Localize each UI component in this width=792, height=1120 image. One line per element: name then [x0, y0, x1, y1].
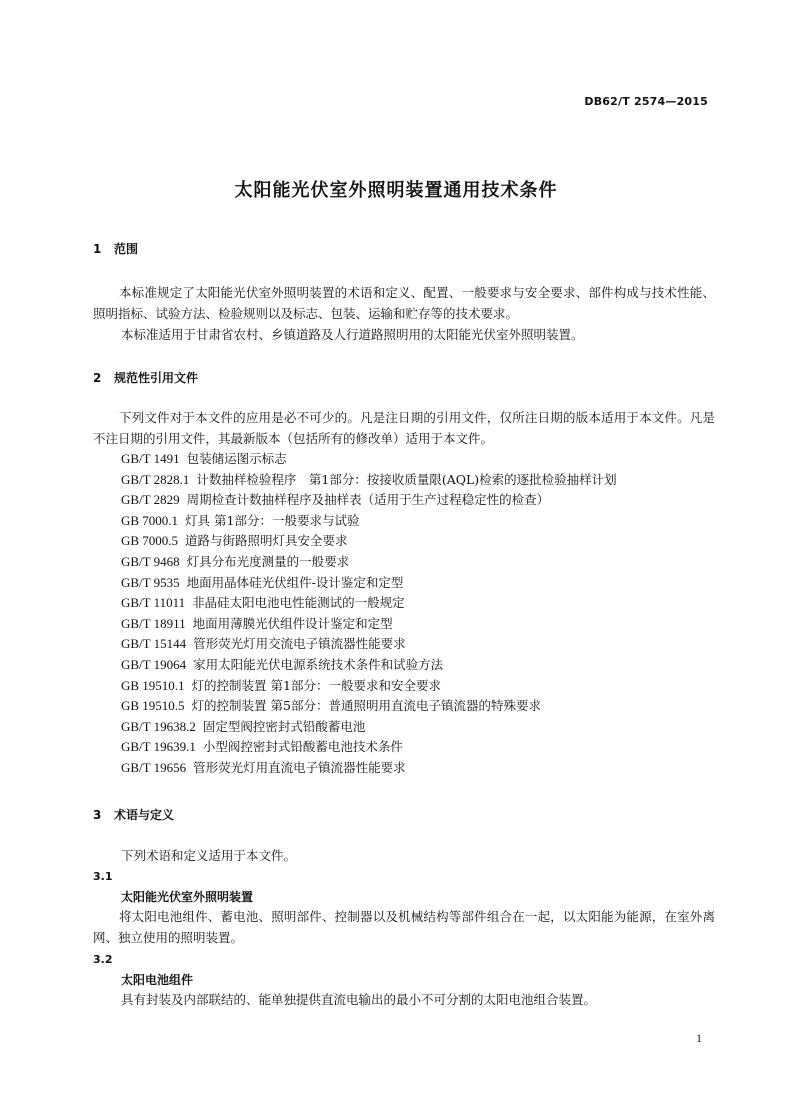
reference-name: 道路与街路照明灯具安全要求 [185, 533, 348, 549]
terms-intro: 下列术语和定义适用于本文件。 [121, 848, 297, 863]
reference-item [121, 758, 617, 779]
reference-item [121, 490, 617, 511]
reference-item [121, 552, 617, 573]
reference-name: 固定型阀控密封式铅酸蓄电池 [202, 718, 366, 734]
reference-name: 灯具 第1部分：一般要求与试验 [185, 512, 360, 528]
section-number: 2 [93, 371, 102, 385]
reference-code: GB/T 1491 [121, 451, 180, 466]
reference-code: GB/T 19638.2 [121, 718, 196, 734]
term-name: 太阳电池组件 [121, 973, 194, 987]
reference-item [121, 511, 617, 532]
term-definition: 将太阳电池组件、蓄电池、照明部件、控制器以及机械结构等部件组合在一起，以太阳能为能源，在室外离网、独立使用的照明装置。 [93, 909, 715, 945]
reference-code: GB/T 19656 [121, 759, 187, 775]
term-number: 3.2 [93, 953, 113, 966]
reference-code: GB/T 11011 [121, 595, 186, 611]
reference-code: GB 7000.1 [121, 512, 179, 528]
reference-code: GB 19510.1 [121, 677, 185, 693]
section-title: 范围 [114, 242, 139, 256]
reference-code: GB 7000.5 [121, 533, 179, 549]
reference-name: 灯的控制装置 第5部分：普通照明用直流电子镇流器的特殊要求 [191, 698, 541, 714]
reference-item [121, 717, 617, 738]
section-heading-references [93, 369, 198, 386]
reference-item [121, 614, 617, 635]
reference-code: GB/T 18911 [121, 615, 186, 631]
reference-name: 管形荧光灯用交流电子镇流器性能要求 [193, 636, 406, 652]
reference-item [121, 655, 617, 676]
page-number: 1 [696, 1031, 702, 1045]
reference-item [121, 696, 617, 717]
reference-name: 灯具分布光度测量的一般要求 [186, 553, 350, 569]
reference-code: GB/T 2828.1 [121, 471, 190, 487]
reference-code: GB 19510.5 [121, 698, 185, 714]
reference-name: 家用太阳能光伏电源系统技术条件和试验方法 [193, 656, 444, 672]
references-intro: 下列文件对于本文件的应用是必不可少的。凡是注日期的引用文件，仅所注日期的版本适用于本文件。凡是不注日期的引用文件，其最新版本（包括所有的修改单）适用于本文件。 [93, 410, 715, 446]
reference-name: 地面用薄膜光伏组件设计鉴定和定型 [192, 615, 393, 631]
reference-code: GB/T 9535 [121, 574, 180, 590]
reference-code: GB/T 19064 [121, 656, 187, 672]
section-heading-terms [93, 806, 174, 823]
reference-item [121, 470, 617, 491]
reference-item [121, 737, 617, 758]
reference-name: 计数抽样检验程序 第1部分：按接收质量限(AQL)检索的逐批检验抽样计划 [196, 471, 617, 487]
reference-code: GB/T 15144 [121, 636, 187, 652]
reference-name: 小型阀控密封式铅酸蓄电池技术条件 [202, 739, 403, 755]
term-definition: 具有封装及内部联结的、能单独提供直流电输出的最小不可分割的太阳电池组合装置。 [121, 992, 597, 1007]
reference-code: GB/T 19639.1 [121, 739, 196, 755]
section-title: 术语与定义 [114, 808, 175, 822]
reference-item [121, 634, 617, 655]
document-title: 太阳能光伏室外照明装置通用技术条件 [234, 180, 558, 201]
reference-name: 灯的控制装置 第1部分：一般要求和安全要求 [191, 677, 441, 693]
term-number: 3.1 [93, 870, 113, 883]
reference-item [121, 573, 617, 594]
reference-item [121, 449, 617, 470]
reference-name: 地面用晶体硅光伏组件-设计鉴定和定型 [186, 574, 404, 590]
reference-item [121, 676, 617, 697]
section-title: 规范性引用文件 [114, 371, 199, 385]
scope-paragraph-2: 本标准适用于甘肃省农村、乡镇道路及人行道路照明用的太阳能光伏室外照明装置。 [121, 327, 584, 342]
reference-list [121, 449, 617, 779]
section-number: 1 [93, 242, 102, 256]
reference-code: GB/T 2829 [121, 492, 180, 508]
scope-paragraph-1: 本标准规定了太阳能光伏室外照明装置的术语和定义、配置、一般要求与安全要求、部件构成与技术性能、照明指标、试验方法、检验规则以及标志、包装、运输和贮存等的技术要求。 [93, 285, 715, 321]
reference-item [121, 593, 617, 614]
reference-name: 非晶硅太阳电池电性能测试的一般规定 [192, 595, 405, 611]
term-name: 太阳能光伏室外照明装置 [121, 890, 254, 904]
section-number: 3 [93, 808, 102, 822]
reference-code: GB/T 9468 [121, 553, 180, 569]
section-heading-scope [93, 240, 138, 257]
reference-item [121, 531, 617, 552]
reference-name: 管形荧光灯用直流电子镇流器性能要求 [193, 759, 406, 775]
reference-name: 包装储运图示标志 [186, 451, 287, 466]
reference-name: 周期检查计数抽样程序及抽样表（适用于生产过程稳定性的检查） [186, 492, 550, 508]
document-code: DB62/T 2574—2015 [584, 95, 708, 108]
